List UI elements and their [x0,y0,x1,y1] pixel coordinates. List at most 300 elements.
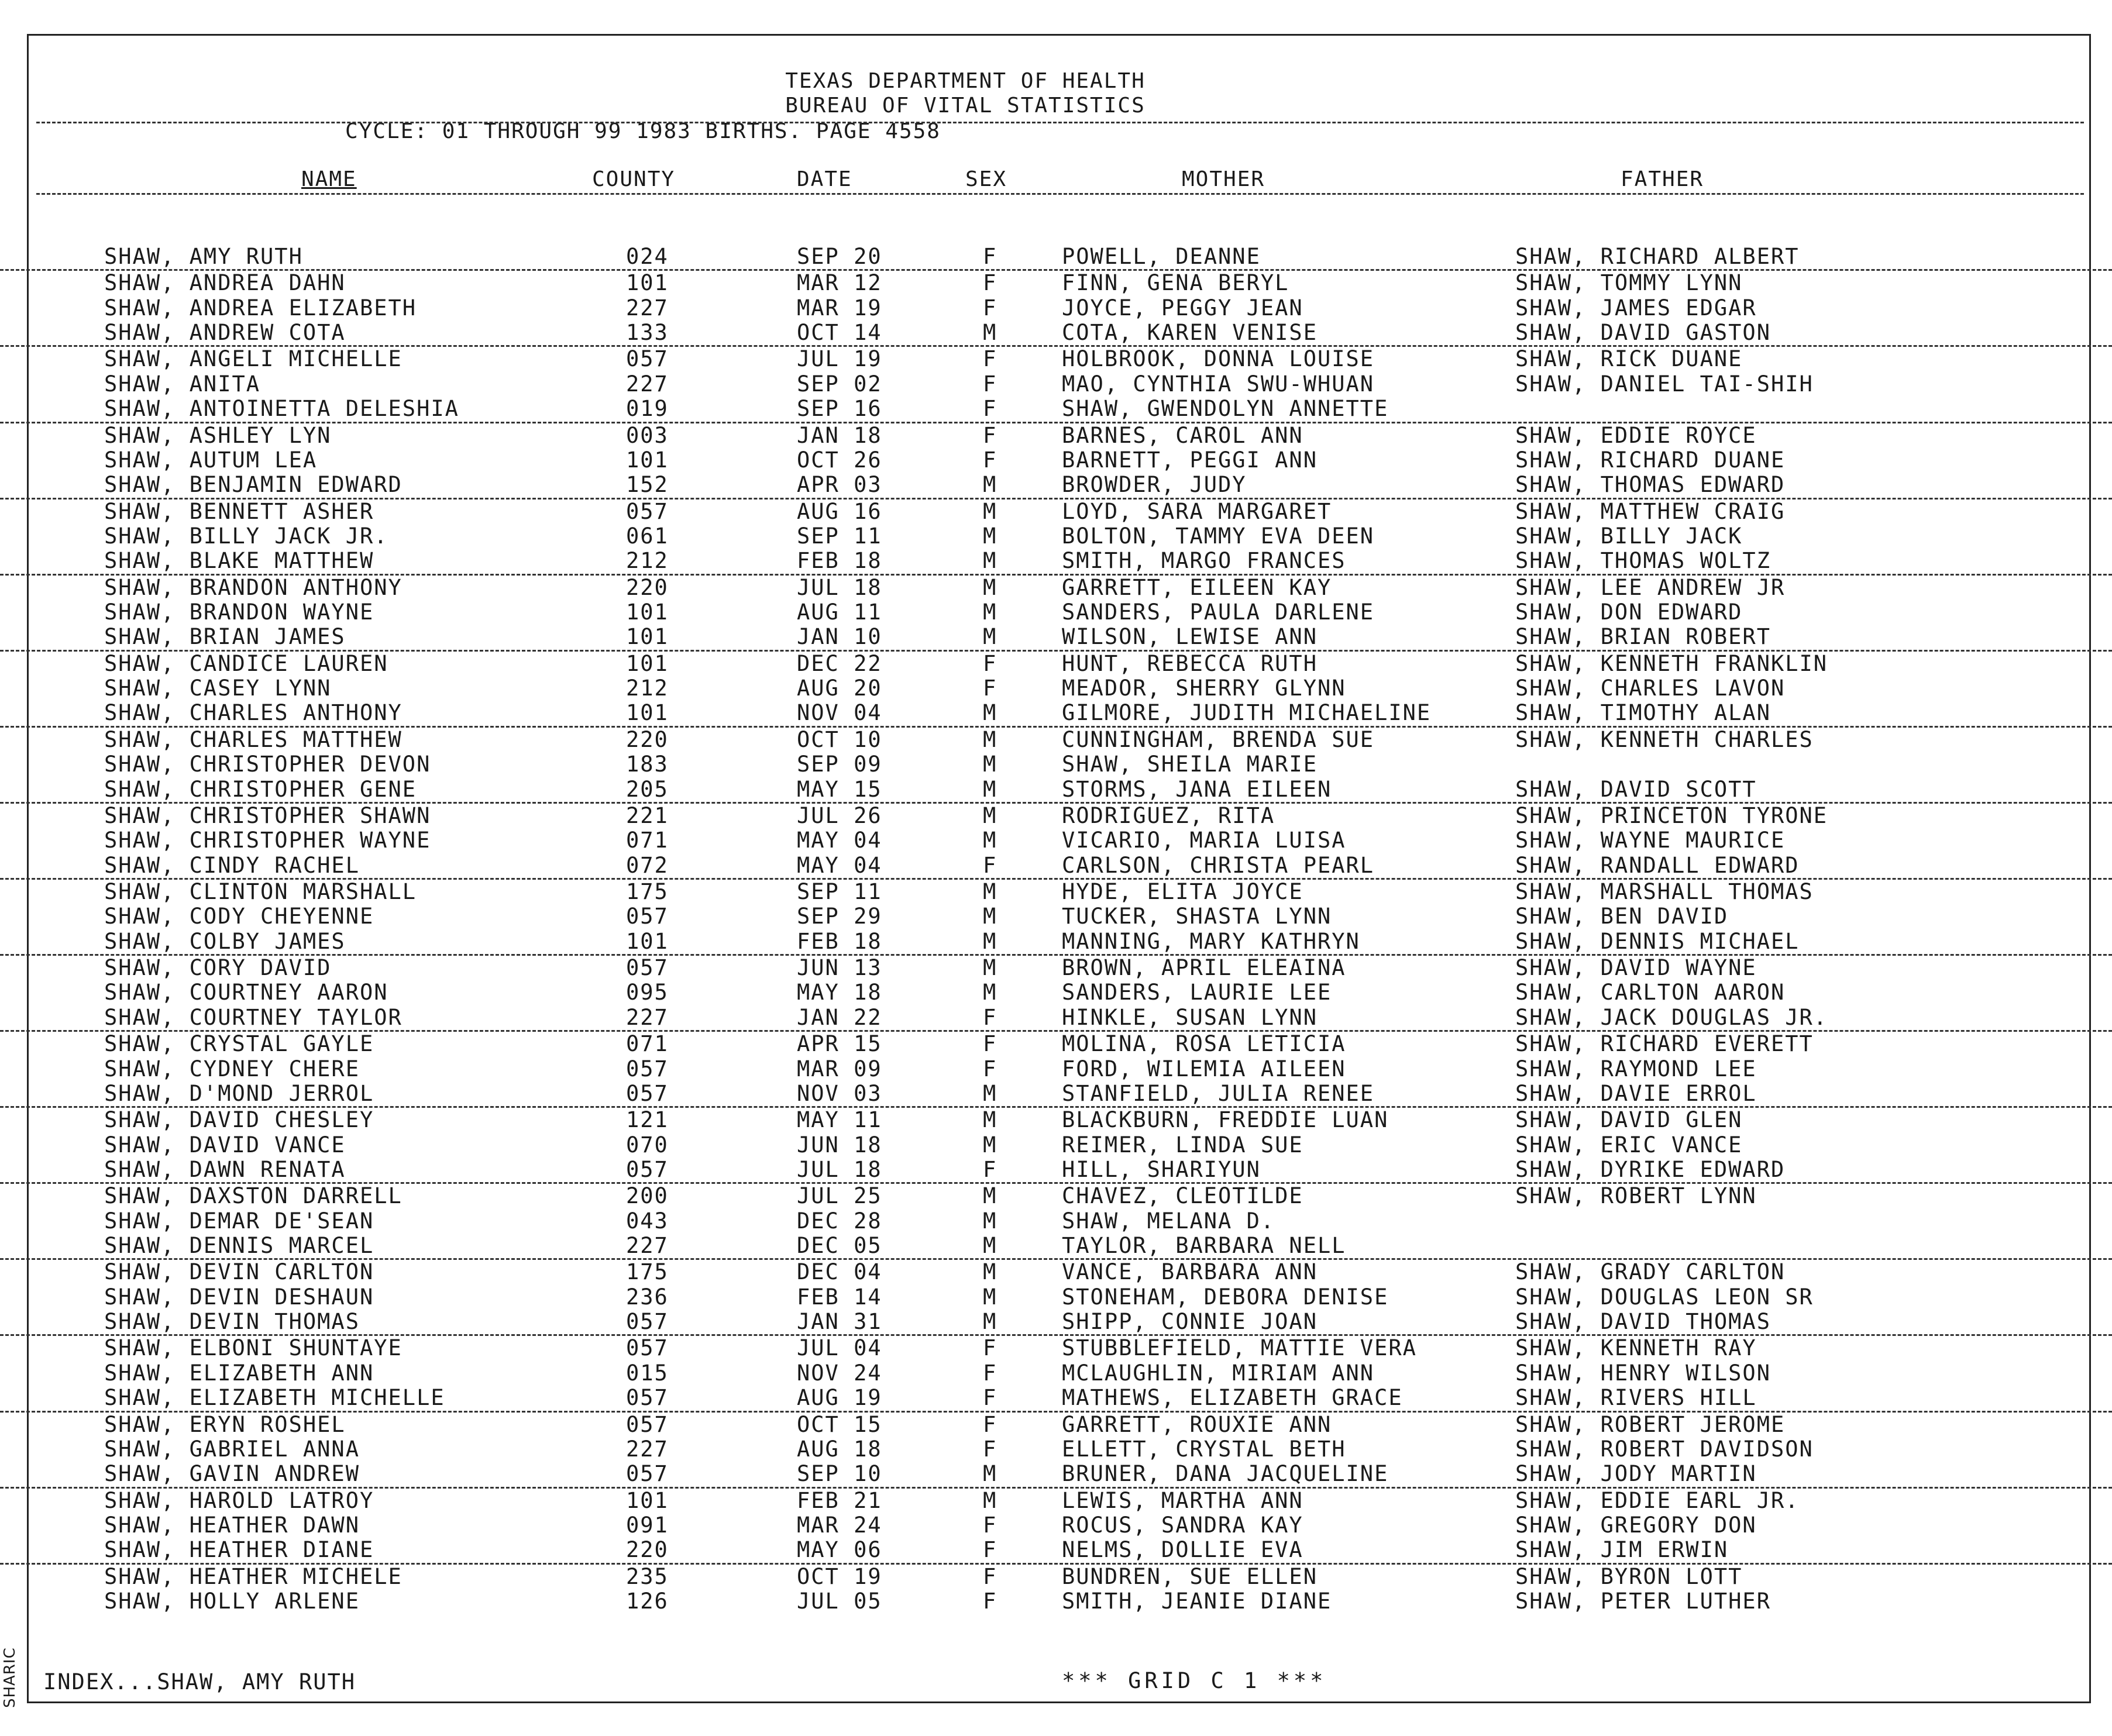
side-label: SHARIC [1,1647,19,1708]
record-name: SHAW, COURTNEY AARON [104,980,388,1005]
column-header-divider [36,193,2084,195]
record-mother: REIMER, LINDA SUE [1062,1132,1303,1158]
record-mother: SHIPP, CONNIE JOAN [1062,1309,1318,1335]
record-father: SHAW, RICHARD DUANE [1515,447,1786,473]
table-row [0,956,2112,980]
record-mother: CARLSON, CHRISTA PEARL [1062,852,1375,878]
record-father: SHAW, BEN DAVID [1515,904,1729,929]
record-sex: F [983,650,997,676]
record-mother: BARNES, CAROL ANN [1062,422,1303,448]
record-date: AUG 20 [797,676,882,701]
table-row [0,1310,2112,1336]
table-row [0,804,2112,828]
record-name: SHAW, GABRIEL ANNA [104,1436,360,1462]
table-row [0,321,2112,347]
record-county: 101 [626,700,669,726]
record-date: JUL 05 [797,1589,882,1614]
birth-records-list [0,244,2112,1614]
record-county: 057 [626,1309,669,1335]
record-sex: M [983,1461,997,1487]
record-sex: M [983,700,997,726]
record-date: SEP 11 [797,879,882,904]
table-row [0,296,2112,321]
record-name: SHAW, HOLLY ARLENE [104,1589,360,1614]
record-date: FEB 21 [797,1487,882,1513]
record-sex: F [983,676,997,701]
record-name: SHAW, CINDY RACHEL [104,852,360,878]
record-mother: MANNING, MARY KATHRYN [1062,928,1360,954]
record-name: SHAW, ANDREA DAHN [104,270,346,296]
record-sex: F [983,1512,997,1538]
record-name: SHAW, BRANDON WAYNE [104,600,374,625]
table-row [0,1184,2112,1208]
record-county: 212 [626,548,669,574]
record-father: SHAW, ROBERT JEROME [1515,1411,1786,1437]
table-row [0,448,2112,473]
record-date: JUL 04 [797,1335,882,1361]
record-name: SHAW, CHRISTOPHER DEVON [104,752,431,777]
record-date: FEB 18 [797,928,882,954]
record-mother: GARRETT, ROUXIE ANN [1062,1411,1332,1437]
record-sex: F [983,371,997,397]
record-father: SHAW, JIM ERWIN [1515,1537,1729,1563]
record-sex: F [983,244,997,269]
record-date: SEP 02 [797,371,882,397]
record-father: SHAW, HENRY WILSON [1515,1360,1771,1386]
record-name: SHAW, DAXSTON DARRELL [104,1183,403,1209]
record-county: 133 [626,320,669,346]
record-name: SHAW, CHRISTOPHER GENE [104,776,417,802]
record-father: SHAW, BRIAN ROBERT [1515,624,1771,650]
record-name: SHAW, DENNIS MARCEL [104,1233,374,1259]
record-county: 015 [626,1360,669,1386]
record-mother: BUNDREN, SUE ELLEN [1062,1563,1318,1589]
record-name: SHAW, DAVID CHESLEY [104,1107,374,1133]
record-sex: M [983,1107,997,1133]
table-row [0,1285,2112,1310]
record-date: OCT 26 [797,447,882,473]
record-mother: BRUNER, DANA JACQUELINE [1062,1461,1389,1487]
table-row [0,1209,2112,1234]
record-name: SHAW, ERYN ROSHEL [104,1411,346,1437]
record-name: SHAW, BLAKE MATTHEW [104,548,374,574]
record-father: SHAW, EDDIE EARL JR. [1515,1487,1800,1513]
record-county: 072 [626,852,669,878]
record-mother: MATHEWS, ELIZABETH GRACE [1062,1385,1403,1411]
record-father: SHAW, DAVID GLEN [1515,1107,1743,1133]
record-mother: BOLTON, TAMMY EVA DEEN [1062,523,1375,549]
table-row [0,372,2112,397]
table-row [0,1260,2112,1284]
record-date: NOV 03 [797,1080,882,1106]
record-father: SHAW, RANDALL EDWARD [1515,852,1800,878]
record-county: 095 [626,980,669,1005]
record-father: SHAW, BILLY JACK [1515,523,1743,549]
record-mother: STANFIELD, JULIA RENEE [1062,1080,1375,1106]
record-father: SHAW, KENNETH CHARLES [1515,726,1814,752]
record-name: SHAW, CHRISTOPHER WAYNE [104,828,431,853]
table-row [0,1462,2112,1488]
record-date: DEC 28 [797,1208,882,1234]
record-father: SHAW, PETER LUTHER [1515,1589,1771,1614]
record-county: 101 [626,447,669,473]
record-mother: SHAW, GWENDOLYN ANNETTE [1062,396,1389,422]
record-date: MAR 12 [797,270,882,296]
record-name: SHAW, ANITA [104,371,261,397]
table-row [0,1005,2112,1032]
record-mother: CHAVEZ, CLEOTILDE [1062,1183,1303,1209]
record-date: MAY 11 [797,1107,882,1133]
record-name: SHAW, BRIAN JAMES [104,624,346,650]
record-county: 057 [626,1385,669,1411]
table-row [0,244,2112,271]
table-row [0,1437,2112,1462]
record-mother: VICARIO, MARIA LUISA [1062,828,1346,853]
record-county: 043 [626,1208,669,1234]
record-date: SEP 29 [797,904,882,929]
column-header-date: DATE [797,167,852,191]
record-sex: F [983,295,997,321]
table-row [0,1413,2112,1437]
record-sex: M [983,928,997,954]
grid-label: *** GRID C 1 *** [1062,1668,1327,1693]
table-row [0,1081,2112,1108]
record-date: MAY 15 [797,776,882,802]
table-row [0,1108,2112,1132]
record-father: SHAW, BYRON LOTT [1515,1563,1743,1589]
record-county: 200 [626,1183,669,1209]
record-name: SHAW, ELIZABETH MICHELLE [104,1385,445,1411]
record-sex: F [983,422,997,448]
record-mother: ROCUS, SANDRA KAY [1062,1512,1303,1538]
record-date: MAR 24 [797,1512,882,1538]
record-sex: M [983,1259,997,1285]
record-county: 057 [626,955,669,981]
table-row [0,500,2112,524]
column-header-county: COUNTY [592,167,676,191]
record-county: 227 [626,1233,669,1259]
record-name: SHAW, BRANDON ANTHONY [104,574,403,600]
record-father: SHAW, ERIC VANCE [1515,1132,1743,1158]
record-county: 019 [626,396,669,422]
record-sex: M [983,980,997,1005]
record-father: SHAW, ROBERT LYNN [1515,1183,1757,1209]
record-date: APR 03 [797,472,882,498]
table-row [0,347,2112,371]
record-county: 101 [626,270,669,296]
record-name: SHAW, CRYSTAL GAYLE [104,1031,374,1057]
record-county: 091 [626,1512,669,1538]
table-row [0,1057,2112,1081]
record-mother: MEADOR, SHERRY GLYNN [1062,676,1346,701]
record-date: AUG 16 [797,498,882,524]
record-name: SHAW, GAVIN ANDREW [104,1461,360,1487]
table-row [0,600,2112,625]
record-county: 126 [626,1589,669,1614]
record-mother: BARNETT, PEGGI ANN [1062,447,1318,473]
record-county: 152 [626,472,669,498]
cycle-line: CYCLE: 01 THROUGH 99 1983 BIRTHS. PAGE 4558 [345,119,941,143]
record-father: SHAW, TIMOTHY ALAN [1515,700,1771,726]
record-sex: F [983,852,997,878]
record-county: 227 [626,1436,669,1462]
record-mother: LOYD, SARA MARGARET [1062,498,1332,524]
record-date: SEP 20 [797,244,882,269]
record-father: SHAW, DAVID THOMAS [1515,1309,1771,1335]
record-sex: M [983,1233,997,1259]
record-county: 057 [626,1156,669,1182]
record-date: JUL 25 [797,1183,882,1209]
record-father: SHAW, DANIEL TAI-SHIH [1515,371,1814,397]
record-date: MAR 09 [797,1056,882,1081]
record-county: 070 [626,1132,669,1158]
record-father: SHAW, RICK DUANE [1515,346,1743,372]
record-county: 057 [626,1080,669,1106]
table-row [0,1032,2112,1056]
record-name: SHAW, BILLY JACK JR. [104,523,388,549]
table-row [0,676,2112,701]
record-father: SHAW, THOMAS WOLTZ [1515,548,1771,574]
record-father: SHAW, MATTHEW CRAIG [1515,498,1786,524]
record-date: MAY 04 [797,828,882,853]
record-county: 235 [626,1563,669,1589]
record-date: DEC 22 [797,650,882,676]
record-sex: F [983,1156,997,1182]
record-sex: M [983,1208,997,1234]
table-row [0,1489,2112,1513]
record-county: 227 [626,295,669,321]
record-name: SHAW, BENJAMIN EDWARD [104,472,403,498]
record-county: 183 [626,752,669,777]
record-mother: HUNT, REBECCA RUTH [1062,650,1318,676]
record-sex: M [983,802,997,828]
record-father: SHAW, GRADY CARLTON [1515,1259,1786,1285]
record-name: SHAW, COURTNEY TAYLOR [104,1004,403,1030]
record-mother: COTA, KAREN VENISE [1062,320,1318,346]
record-date: AUG 18 [797,1436,882,1462]
record-county: 057 [626,1461,669,1487]
record-mother: MCLAUGHLIN, MIRIAM ANN [1062,1360,1375,1386]
record-mother: STUBBLEFIELD, MATTIE VERA [1062,1335,1417,1361]
record-mother: MOLINA, ROSA LETICIA [1062,1031,1346,1057]
record-mother: BROWN, APRIL ELEAINA [1062,955,1346,981]
table-row [0,473,2112,499]
record-date: OCT 19 [797,1563,882,1589]
record-date: SEP 16 [797,396,882,422]
record-mother: TUCKER, SHASTA LYNN [1062,904,1332,929]
record-date: OCT 14 [797,320,882,346]
record-sex: F [983,396,997,422]
record-mother: BLACKBURN, FREDDIE LUAN [1062,1107,1389,1133]
record-sex: M [983,574,997,600]
record-sex: M [983,600,997,625]
record-sex: F [983,1056,997,1081]
record-father: SHAW, GREGORY DON [1515,1512,1757,1538]
record-mother: SMITH, JEANIE DIANE [1062,1589,1332,1614]
record-name: SHAW, ELIZABETH ANN [104,1360,374,1386]
record-date: MAY 04 [797,852,882,878]
record-sex: M [983,548,997,574]
record-county: 220 [626,574,669,600]
column-header-father: FATHER [1621,167,1704,191]
record-sex: M [983,1183,997,1209]
record-mother: GARRETT, EILEEN KAY [1062,574,1332,600]
record-mother: BROWDER, JUDY [1062,472,1247,498]
record-county: 175 [626,879,669,904]
record-sex: M [983,472,997,498]
record-date: SEP 10 [797,1461,882,1487]
record-father: SHAW, RICHARD ALBERT [1515,244,1800,269]
table-row [0,1361,2112,1386]
record-county: 057 [626,1411,669,1437]
table-row [0,423,2112,448]
record-county: 220 [626,1537,669,1563]
record-sex: F [983,1385,997,1411]
record-father: SHAW, TOMMY LYNN [1515,270,1743,296]
record-name: SHAW, CHARLES ANTHONY [104,700,403,726]
record-father: SHAW, JODY MARTIN [1515,1461,1757,1487]
table-row [0,1513,2112,1538]
record-sex: M [983,1080,997,1106]
record-county: 101 [626,600,669,625]
record-mother: ELLETT, CRYSTAL BETH [1062,1436,1346,1462]
record-county: 220 [626,726,669,752]
record-county: 057 [626,346,669,372]
table-row [0,929,2112,956]
record-name: SHAW, CHARLES MATTHEW [104,726,403,752]
record-name: SHAW, CASEY LYNN [104,676,332,701]
index-label: INDEX...SHAW, AMY RUTH [43,1669,356,1694]
record-sex: M [983,1309,997,1335]
record-sex: F [983,1360,997,1386]
record-date: JUL 18 [797,1156,882,1182]
record-name: SHAW, COLBY JAMES [104,928,346,954]
record-sex: F [983,1589,997,1614]
record-father: SHAW, CHARLES LAVON [1515,676,1786,701]
table-row [0,880,2112,904]
table-row [0,524,2112,549]
record-name: SHAW, ANTOINETTA DELESHIA [104,396,459,422]
record-sex: M [983,624,997,650]
record-sex: M [983,1132,997,1158]
record-date: JAN 18 [797,422,882,448]
record-sex: F [983,1031,997,1057]
record-county: 024 [626,244,669,269]
table-row [0,701,2112,727]
record-sex: M [983,726,997,752]
record-name: SHAW, CORY DAVID [104,955,332,981]
record-sex: F [983,1537,997,1563]
record-mother: JOYCE, PEGGY JEAN [1062,295,1303,321]
record-sex: M [983,879,997,904]
record-county: 057 [626,1335,669,1361]
record-sex: M [983,776,997,802]
record-name: SHAW, DAVID VANCE [104,1132,346,1158]
record-mother: SHAW, SHEILA MARIE [1062,752,1318,777]
record-mother: SMITH, MARGO FRANCES [1062,548,1346,574]
record-county: 057 [626,498,669,524]
record-father: SHAW, RICHARD EVERETT [1515,1031,1814,1057]
record-mother: HILL, SHARIYUN [1062,1156,1261,1182]
record-county: 101 [626,928,669,954]
record-sex: M [983,955,997,981]
record-father: SHAW, DAVID WAYNE [1515,955,1757,981]
record-mother: HINKLE, SUSAN LYNN [1062,1004,1318,1030]
table-row [0,271,2112,295]
record-father: SHAW, JACK DOUGLAS JR. [1515,1004,1828,1030]
table-row [0,1589,2112,1614]
record-sex: M [983,828,997,853]
record-date: JAN 10 [797,624,882,650]
record-date: JUL 26 [797,802,882,828]
column-header-sex: SEX [965,167,1007,191]
record-father: SHAW, LEE ANDREW JR [1515,574,1786,600]
record-father: SHAW, DAVIE ERROL [1515,1080,1757,1106]
record-mother: NELMS, DOLLIE EVA [1062,1537,1303,1563]
record-father: SHAW, ROBERT DAVIDSON [1515,1436,1814,1462]
record-father: SHAW, DOUGLAS LEON SR [1515,1284,1814,1310]
record-mother: LEWIS, MARTHA ANN [1062,1487,1303,1513]
record-mother: FORD, WILEMIA AILEEN [1062,1056,1346,1081]
column-header-mother: MOTHER [1182,167,1265,191]
record-name: SHAW, CANDICE LAUREN [104,650,388,676]
record-father: SHAW, KENNETH RAY [1515,1335,1757,1361]
record-sex: F [983,270,997,296]
record-mother: RODRIGUEZ, RITA [1062,802,1275,828]
record-date: JUN 13 [797,955,882,981]
record-name: SHAW, HEATHER MICHELE [104,1563,403,1589]
table-row [0,777,2112,804]
table-row [0,652,2112,676]
table-row [0,1565,2112,1589]
record-name: SHAW, CYDNEY CHERE [104,1056,360,1081]
record-date: DEC 05 [797,1233,882,1259]
table-row [0,549,2112,575]
record-father: SHAW, WAYNE MAURICE [1515,828,1786,853]
record-county: 101 [626,1487,669,1513]
record-county: 057 [626,904,669,929]
table-row [0,980,2112,1005]
record-date: JUN 18 [797,1132,882,1158]
record-county: 061 [626,523,669,549]
record-name: SHAW, DEMAR DE'SEAN [104,1208,374,1234]
record-mother: MAO, CYNTHIA SWU-WHUAN [1062,371,1375,397]
record-county: 101 [626,650,669,676]
record-mother: SANDERS, LAURIE LEE [1062,980,1332,1005]
record-name: SHAW, BENNETT ASHER [104,498,374,524]
record-mother: WILSON, LEWISE ANN [1062,624,1318,650]
record-sex: M [983,1284,997,1310]
record-county: 227 [626,371,669,397]
record-father: SHAW, CARLTON AARON [1515,980,1786,1005]
record-name: SHAW, ASHLEY LYN [104,422,332,448]
record-county: 227 [626,1004,669,1030]
record-mother: HYDE, ELITA JOYCE [1062,879,1303,904]
record-mother: CUNNINGHAM, BRENDA SUE [1062,726,1375,752]
column-header-name: NAME [301,167,357,191]
table-row [0,904,2112,929]
record-mother: GILMORE, JUDITH MICHAELINE [1062,700,1432,726]
record-date: NOV 24 [797,1360,882,1386]
record-date: JUL 18 [797,574,882,600]
record-father: SHAW, RAYMOND LEE [1515,1056,1757,1081]
record-name: SHAW, ANGELI MICHELLE [104,346,403,372]
record-name: SHAW, HAROLD LATROY [104,1487,374,1513]
record-date: JAN 22 [797,1004,882,1030]
table-row [0,1336,2112,1360]
record-father: SHAW, RIVERS HILL [1515,1385,1757,1411]
report-title: TEXAS DEPARTMENT OF HEALTH [785,69,1146,93]
